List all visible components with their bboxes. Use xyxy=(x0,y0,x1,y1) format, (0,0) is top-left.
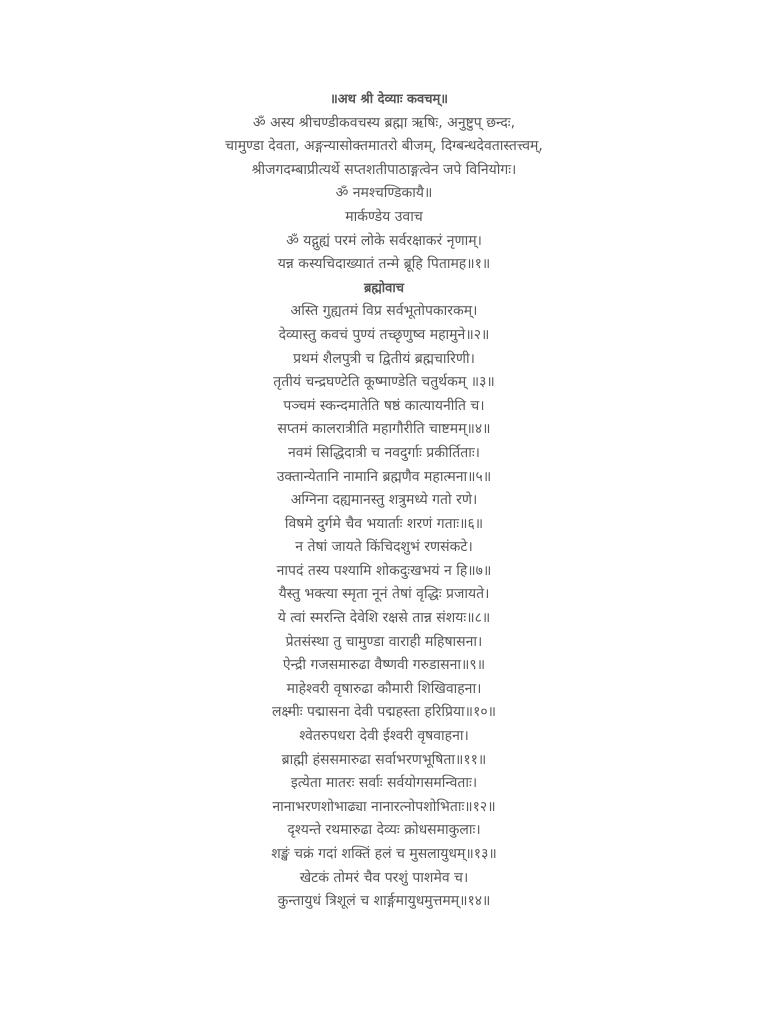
verse-line: ऐन्द्री गजसमारुढा वैष्णवी गरुडासना॥९॥ xyxy=(282,657,486,674)
verse-line: ॐ यद्गुह्यं परमं लोके सर्वरक्षाकरं नृणाम्। xyxy=(286,232,482,249)
verse-line: लक्ष्मीः पद्मासना देवी पद्महस्ता हरिप्रिया॥१०॥ xyxy=(271,704,497,721)
verse-line: शङ्खं चक्रं गदां शक्तिं हलं च मुसलायुधम्॥१३॥ xyxy=(271,846,497,862)
document-title: ॥अथ श्री देव्याः कवचम्॥ xyxy=(329,92,449,107)
verse-line: श्रीजगदम्बाप्रीत्यर्थे सप्तशतीपाठाङ्गत्वेन जपे विनियोगः। xyxy=(251,161,517,178)
verse-line: तृतीयं चन्द्रघण्टेति कूष्माण्डेति चतुर्थकम् ॥३॥ xyxy=(273,374,495,391)
verse-line: इत्येता मातरः सर्वाः सर्वयोगसमन्विताः। xyxy=(290,775,478,792)
verse-line: मार्कण्डेय उवाच xyxy=(345,208,423,225)
verse-line: नानाभरणशोभाढ्या नानारत्नोपशोभिताः॥१२॥ xyxy=(272,798,496,815)
verse-line: ब्राह्मी हंससमारुढा सर्वाभरणभूषिता॥११॥ xyxy=(281,751,487,768)
section-heading: ब्रह्मोवाच xyxy=(363,280,405,296)
verse-line: खेटकं तोमरं चैव परशुं पाशमेव च। xyxy=(299,869,469,886)
verse-line: पञ्चमं स्कन्दमातेति षष्ठं कात्यायनीति च। xyxy=(283,397,485,414)
verse-line: श्वेतरुपधरा देवी ईश्वरी वृषवाहना। xyxy=(299,728,469,745)
document-page xyxy=(0,88,768,914)
verse-line: अग्निना दह्यमानस्तु शत्रुमध्ये गतो रणे। xyxy=(290,492,478,509)
verse-line: अस्ति गुह्यतमं विप्र सर्वभूतोपकारकम्। xyxy=(290,303,478,320)
verse-line: ये त्वां स्मरन्ति देवेशि रक्षसे तान्न संशयः॥८॥ xyxy=(277,610,491,627)
verse-line: यैस्तु भक्त्या स्मृता नूनं तेषां वृद्धिः प्रजायते। xyxy=(278,586,490,603)
verse-line: विषमे दुर्गमे चैव भयार्ताः शरणं गताः॥६॥ xyxy=(284,515,484,532)
verse-line: नापदं तस्य पश्यामि शोकदुःखभयं न हि॥७॥ xyxy=(276,562,492,579)
verse-line: यन्न कस्यचिदाख्यातं तन्मे ब्रूहि पितामह॥१॥ xyxy=(277,256,491,273)
verse-line: दृश्यन्ते रथमारुढा देव्यः क्रोधसमाकुलाः। xyxy=(287,822,481,839)
verse-line: न तेषां जायते किंचिदशुभं रणसंकटे। xyxy=(295,539,473,556)
verse-line: चामुण्डा देवता, अङ्गन्यासोक्तमातरो बीजम्, दिग्बन्धदेवतास्तत्त्वम्, xyxy=(225,138,543,155)
verse-line: ॐ नमश्चण्डिकायै॥ xyxy=(335,185,433,202)
verse-line: नवमं सिद्धिदात्री च नवदुर्गाः प्रकीर्तिताः। xyxy=(288,444,480,461)
verse-line: प्रथमं शैलपुत्री च द्वितीयं ब्रह्मचारिणी। xyxy=(293,350,475,367)
verse-line: उक्तान्येतानि नामानि ब्रह्मणैव महात्मना॥५॥ xyxy=(276,468,492,485)
verse-line: कुन्तायुधं त्रिशूलं च शार्ङ्गमायुधमुत्तमम्॥१४॥ xyxy=(277,893,491,910)
verse-line: सप्तमं कालरात्रीति महागौरीति चाष्टमम्॥४॥ xyxy=(277,421,491,438)
verse-line: देव्यास्तु कवचं पुण्यं तच्छृणुष्व महामुने॥२॥ xyxy=(278,326,490,343)
verse-line: ॐ अस्य श्रीचण्डीकवचस्य ब्रह्मा ऋषिः, अनुष्टुप् छन्दः, xyxy=(252,114,516,131)
verse-line: प्रेतसंस्था तु चामुण्डा वाराही महिषासना। xyxy=(285,633,483,650)
verse-line: माहेश्वरी वृषारुढा कौमारी शिखिवाहना। xyxy=(286,680,482,697)
